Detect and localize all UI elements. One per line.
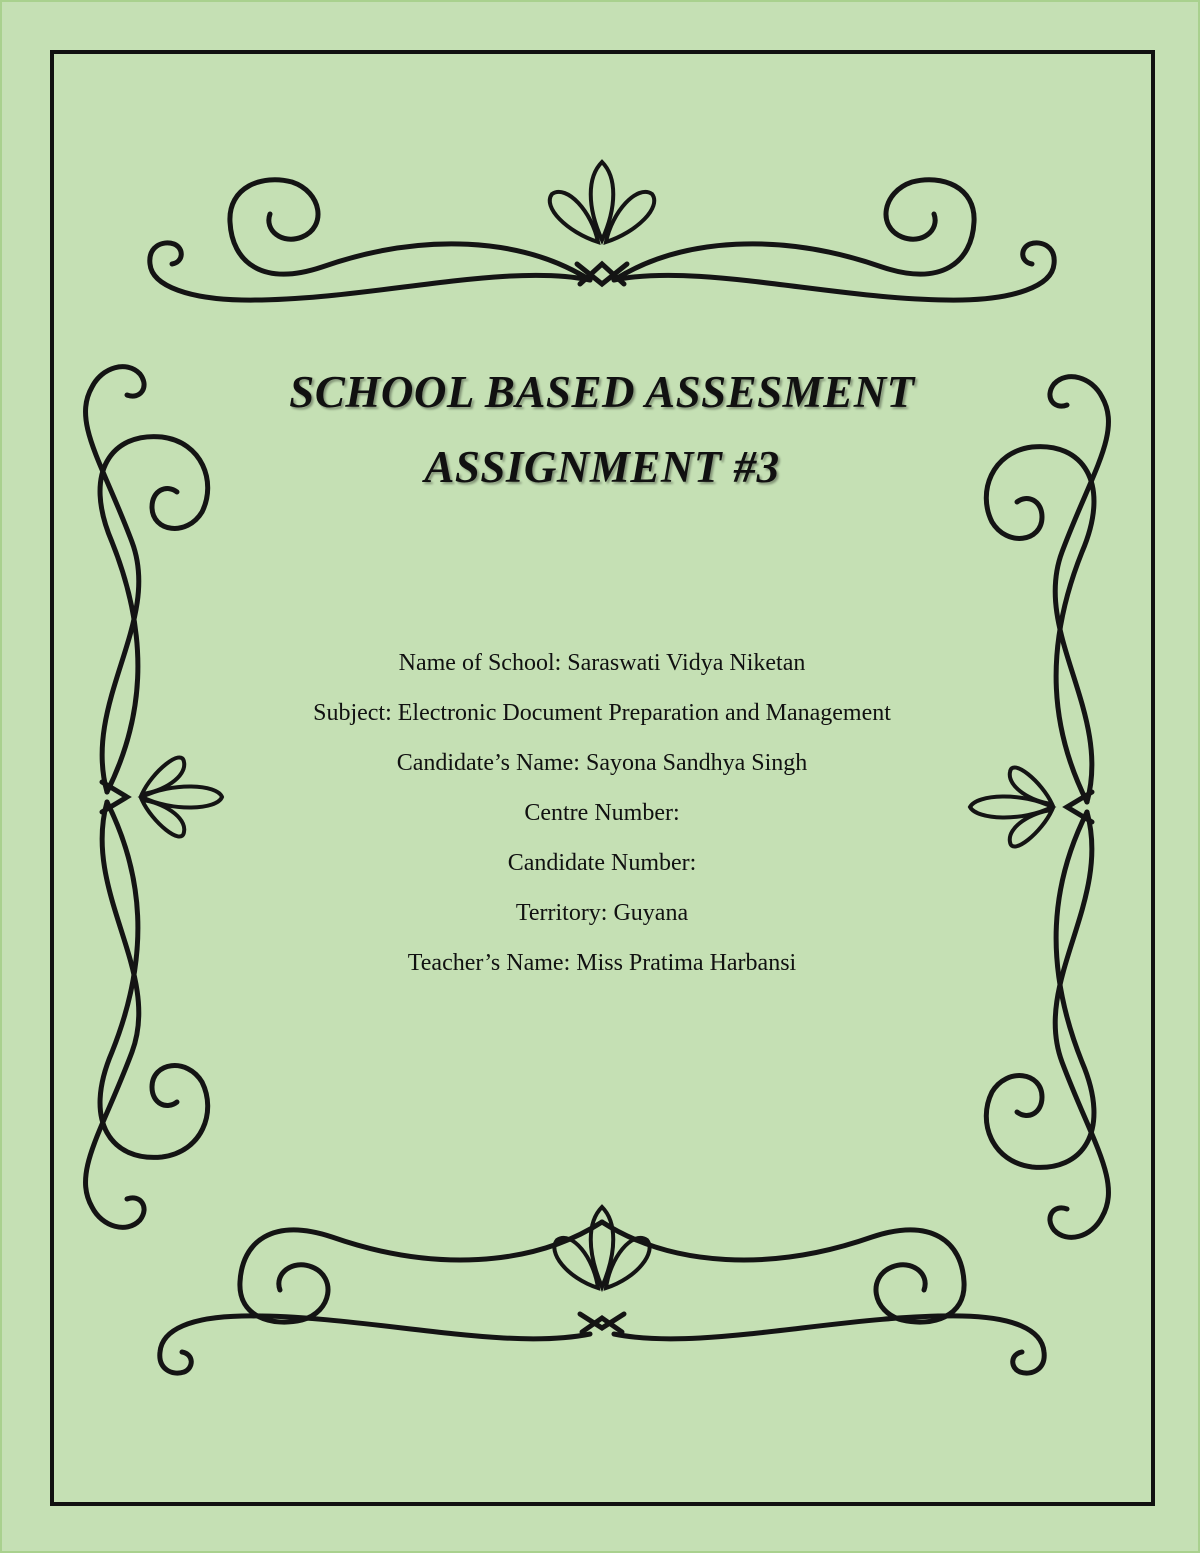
centre-number-line: Centre Number: <box>524 800 680 826</box>
school-name-line: Name of School: Saraswati Vidya Niketan <box>398 650 806 676</box>
territory-line: Territory: Guyana <box>515 900 689 926</box>
candidate-number-line: Candidate Number: <box>507 850 697 876</box>
flourish-bottom-ornament-icon <box>160 1207 1044 1373</box>
subject-line: Subject: Electronic Document Preparation and Management <box>313 700 891 726</box>
flourish-top-ornament-icon <box>150 162 1054 300</box>
teacher-name-line: Teacher’s Name: Miss Pratima Harbansi <box>407 950 797 976</box>
title-line-2: ASSIGNMENT #3 <box>424 442 780 492</box>
candidate-info-block <box>2 644 1200 994</box>
title-line-1: SCHOOL BASED ASSESMENT <box>289 367 915 417</box>
candidate-name-line: Candidate’s Name: Sayona Sandhya Singh <box>396 750 808 776</box>
